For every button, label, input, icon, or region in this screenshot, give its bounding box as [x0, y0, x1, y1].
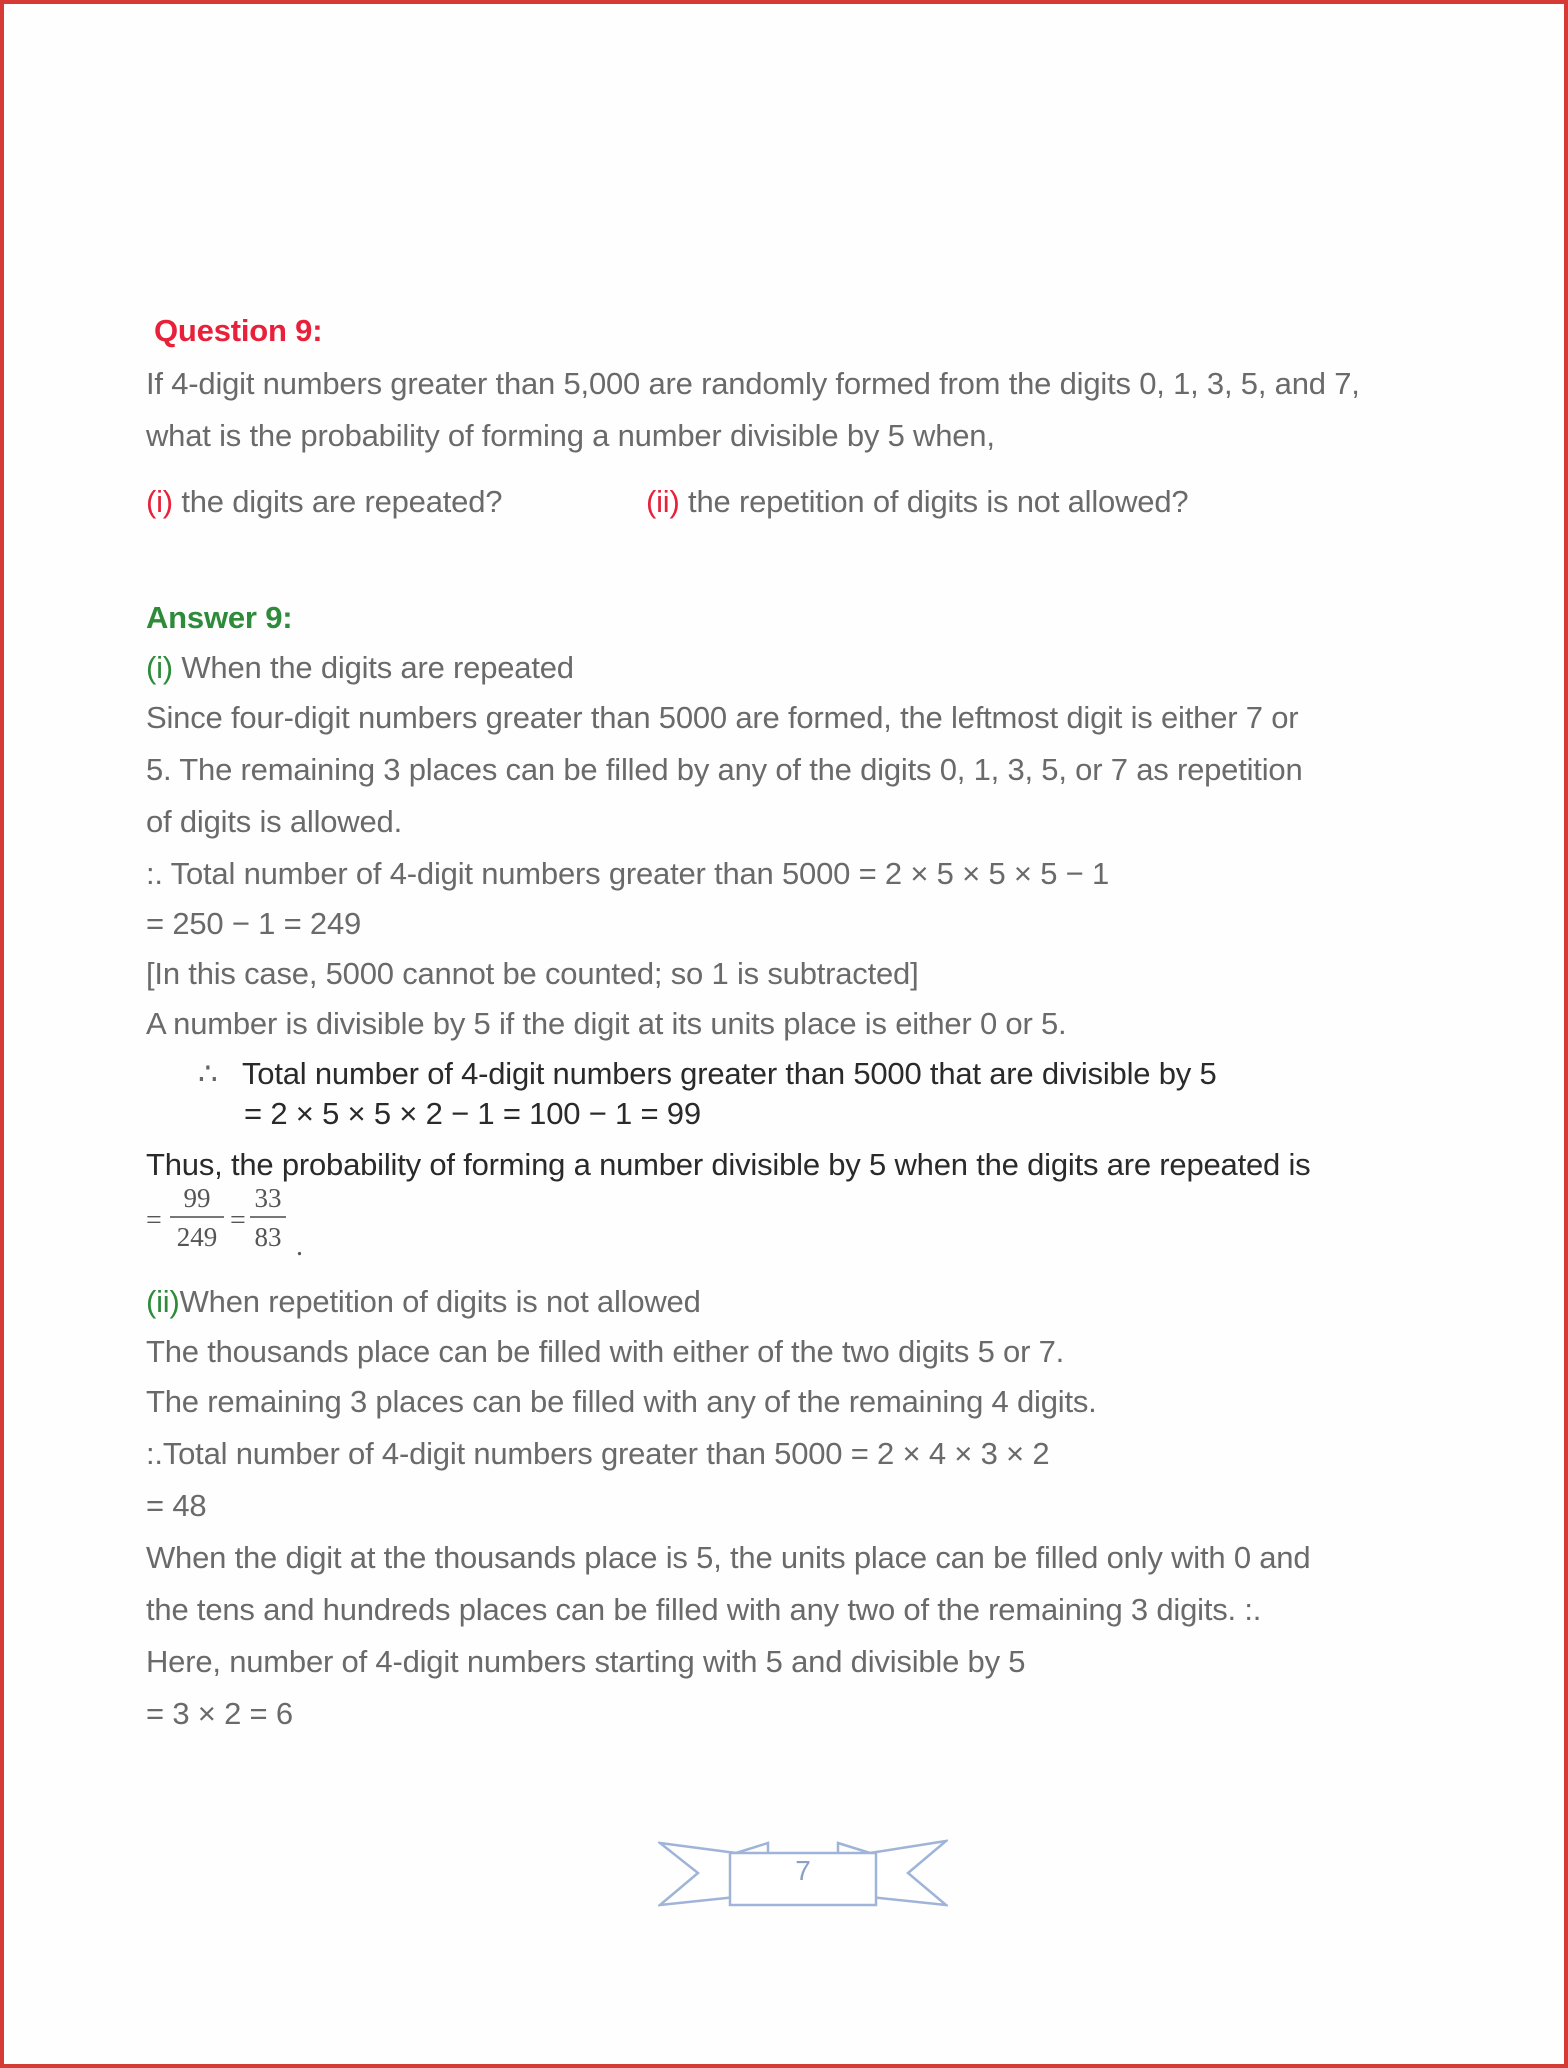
part-i-label: (i) — [146, 484, 173, 519]
therefore-line-2: = 2 × 5 × 5 × 2 − 1 = 100 − 1 = 99 — [244, 1096, 701, 1131]
answer-title: Answer 9: — [146, 600, 293, 635]
part-ii-label: (ii) — [646, 484, 680, 519]
answer-line: Here, number of 4-digit numbers starting with 5 and divisible by 5 — [146, 1644, 1026, 1679]
answer-line: Since four-digit numbers greater than 5000 are formed, the leftmost digit is either 7 or — [146, 700, 1299, 735]
answer-part-i-label: (i) — [146, 650, 173, 685]
numerator: 99 — [170, 1183, 224, 1218]
answer-line: :. Total number of 4-digit numbers greater than 5000 = 2 × 5 × 5 × 5 − 1 — [146, 856, 1110, 891]
denominator: 83 — [254, 1222, 282, 1252]
answer-line: of digits is allowed. — [146, 804, 402, 839]
answer-line: = 250 − 1 = 249 — [146, 906, 362, 941]
answer-line: When the digit at the thousands place is 5, the units place can be filled only with 0 and — [146, 1540, 1311, 1575]
answer-line: [In this case, 5000 cannot be counted; so 1 is subtracted] — [146, 956, 919, 991]
question-text-line-2: what is the probability of forming a number divisible by 5 when, — [146, 418, 995, 453]
question-part-ii — [646, 484, 1188, 520]
question-part-i — [146, 484, 502, 520]
answer-line: the tens and hundreds places can be filled with any two of the remaining 3 digits. :. — [146, 1592, 1262, 1627]
therefore-line-1: Total number of 4-digit numbers greater than 5000 that are divisible by 5 — [242, 1056, 1217, 1091]
answer-part-ii-heading — [146, 1284, 701, 1320]
conclusion-line: Thus, the probability of forming a number divisible by 5 when the digits are repeated is — [146, 1147, 1311, 1182]
answer-line: A number is divisible by 5 if the digit at its units place is either 0 or 5. — [146, 1006, 1067, 1041]
question-title: Question 9: — [154, 313, 323, 348]
answer-part-ii-heading-text: When repetition of digits is not allowed — [179, 1284, 701, 1319]
page-number: 7 — [795, 1855, 811, 1886]
therefore-icon: ∴ — [198, 1056, 218, 1091]
period: . — [296, 1231, 303, 1262]
answer-line: The remaining 3 places can be filled with any of the remaining 4 digits. — [146, 1384, 1097, 1419]
equals-sign: = — [230, 1205, 246, 1236]
therefore-statement — [198, 1056, 1217, 1092]
numerator: 33 — [250, 1183, 286, 1218]
answer-line: :.Total number of 4-digit numbers greater than 5000 = 2 × 4 × 3 × 2 — [146, 1436, 1050, 1471]
answer-part-ii-label: (ii) — [146, 1284, 180, 1319]
question-text-line-1: If 4-digit numbers greater than 5,000 are randomly formed from the digits 0, 1, 3, 5, and 7, — [146, 366, 1360, 401]
answer-line: = 48 — [146, 1488, 207, 1523]
part-ii-text: the repetition of digits is not allowed? — [679, 484, 1189, 519]
part-i-text: the digits are repeated? — [172, 484, 503, 519]
fraction-33-83 — [250, 1183, 286, 1253]
fraction-99-249 — [170, 1183, 224, 1253]
equals-sign: = — [146, 1205, 162, 1236]
answer-line: = 3 × 2 = 6 — [146, 1696, 293, 1731]
denominator: 249 — [176, 1222, 218, 1252]
page-number-ribbon — [658, 1835, 948, 1915]
answer-line: 5. The remaining 3 places can be filled by any of the digits 0, 1, 3, 5, or 7 as repetition — [146, 752, 1303, 787]
answer-line: The thousands place can be filled with either of the two digits 5 or 7. — [146, 1334, 1065, 1369]
answer-part-i-heading — [146, 650, 574, 686]
answer-part-i-heading-text: When the digits are repeated — [172, 650, 574, 685]
